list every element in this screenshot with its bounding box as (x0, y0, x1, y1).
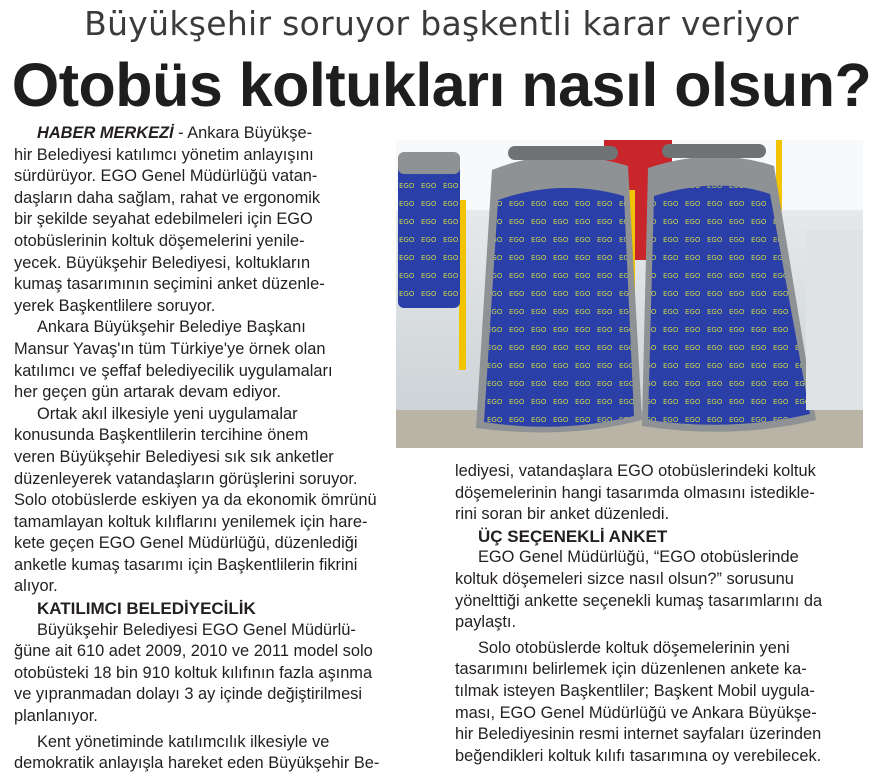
text-line: Ankara Büyükşehir Belediye Başkanı (37, 318, 306, 337)
text-line: kumaş tasarımının seçimini anket düzenle- (14, 275, 325, 294)
back-seat-shell (398, 152, 460, 174)
back-seat (398, 158, 460, 308)
text-line: yerek Başkentlilere soruyor. (14, 296, 216, 315)
paragraph-1 (14, 145, 434, 318)
paragraph-participation (455, 638, 880, 768)
text-line: bir şekilde seyahat edebilmeleri için EGO (14, 210, 313, 229)
text-line: katılımcı ve şeffaf belediyecilik uygulamaları (14, 361, 333, 380)
text-line: hir Belediyesi katılımcı yönetim anlayışını (14, 145, 314, 164)
text-line: kete geçen EGO Genel Müdürlüğü, düzenlediği (14, 534, 358, 553)
text-line: anketle kumaş tasarımı için Başkentlilerin fikrini (14, 555, 358, 574)
text-line: otobüsteki 18 bin 910 koltuk kılıfının fazla aşınma (14, 663, 373, 682)
text-line: tılmak isteyen Başkentliler; Başkent Mobil uygula- (455, 681, 815, 700)
text-line: lediyesi, vatandaşlara EGO otobüslerindeki koltuk (455, 462, 816, 480)
paragraph-4 (14, 620, 434, 728)
text-line: demokratik anlayışla hareket eden Büyükşehir Be- (14, 754, 380, 773)
text-line: Büyükşehir Belediyesi EGO Genel Müdürlü- (37, 620, 356, 639)
paragraph-survey (455, 547, 880, 633)
text-line: otobüslerinin koltuk döşemelerini yenile- (14, 231, 305, 250)
text-line: ması, EGO Genel Müdürlüğü ve Ankara Büyükşe- (455, 703, 817, 722)
text-line: veren Büyükşehir Belediyesi sık sık anketler (14, 447, 334, 466)
subheading: ÜÇ SEÇENEKLİ ANKET (478, 526, 668, 546)
text-line: rini soran bir anket düzenledi. (455, 505, 670, 524)
paragraph-continued (455, 461, 880, 526)
paragraph-2 (14, 317, 434, 403)
seat-left-handle (508, 146, 618, 160)
text-line: her geçen gün artarak devam ediyor. (14, 383, 281, 402)
text-line: alıyor. (14, 577, 58, 596)
kicker: Büyükşehir soruyor başkentli karar veriyor (84, 4, 799, 43)
text-line: tamamlayan koltuk kılıflarını yenilemek için hare- (14, 512, 368, 531)
text-line: Mansur Yavaş'ın tüm Türkiye'ye örnek olan (14, 339, 326, 358)
text-line: yecek. Büyükşehir Belediyesi, koltukların (14, 253, 311, 272)
text-line: koltuk döşemeleri sizce nasıl olsun?” sorusunu (455, 569, 794, 588)
text-line: ğüne ait 610 adet 2009, 2010 ve 2011 model solo (14, 642, 373, 661)
text-line: yönelttiği ankette seçenekli kumaş tasarımlarını da (455, 591, 823, 610)
text-line: sürdürüyor. EGO Genel Müdürlüğü vatan- (14, 167, 318, 186)
byline: HABER MERKEZİ (37, 124, 174, 142)
text-line: tasarımını belirlemek için düzenlenen ankete ka- (455, 660, 807, 679)
bus-seats-photo (396, 140, 863, 448)
text-line: Solo otobüslerde eskiyen ya da ekonomik ömrünü (14, 491, 377, 510)
column-left (14, 123, 434, 775)
text-line: Kent yönetiminde katılımcılık ilkesiyle ve (37, 732, 330, 751)
text-line: Ortak akıl ilkesiyle yeni uygulamalar (37, 404, 298, 423)
text-line: düzenleyerek vatandaşların görüşlerini soruyor. (14, 469, 358, 488)
text-line: hir Belediyesinin resmi internet sayfaları üzerinden (455, 725, 822, 744)
text-line: daşların daha sağlam, rahat ve ergonomik (14, 188, 321, 207)
paragraph-5 (14, 732, 434, 775)
side-panel (806, 230, 863, 410)
paragraph-3 (14, 404, 434, 598)
text-line: döşemelerinin hangi tasarımda olmasını istedikle- (455, 483, 815, 502)
seat-left-fabric (484, 188, 634, 427)
subheading: KATILIMCI BELEDİYECİLİK (37, 599, 256, 619)
seat-right-handle (662, 144, 766, 158)
lead-text: - Ankara Büyükşe- (173, 124, 313, 142)
text-line: beğendikleri koltuk kılıfı tasarımına oy verebilecek. (455, 746, 822, 765)
text-line: konusunda Başkentlilerin tercihine önem (14, 426, 309, 445)
text-line: planlanıyor. (14, 707, 98, 726)
text-line: paylaştı. (455, 613, 517, 632)
text-line: EGO Genel Müdürlüğü, “EGO otobüslerinde (478, 548, 799, 567)
text-line: ve yıpranmadan dolayı 3 ay içinde değiştirilmesi (14, 685, 363, 704)
headline: Otobüs koltukları nasıl olsun? (11, 51, 872, 119)
yellow-pole (459, 200, 466, 370)
text-line: Solo otobüslerde koltuk döşemelerinin yeni (478, 638, 790, 657)
lead-line (14, 123, 434, 145)
column-right (455, 461, 880, 767)
